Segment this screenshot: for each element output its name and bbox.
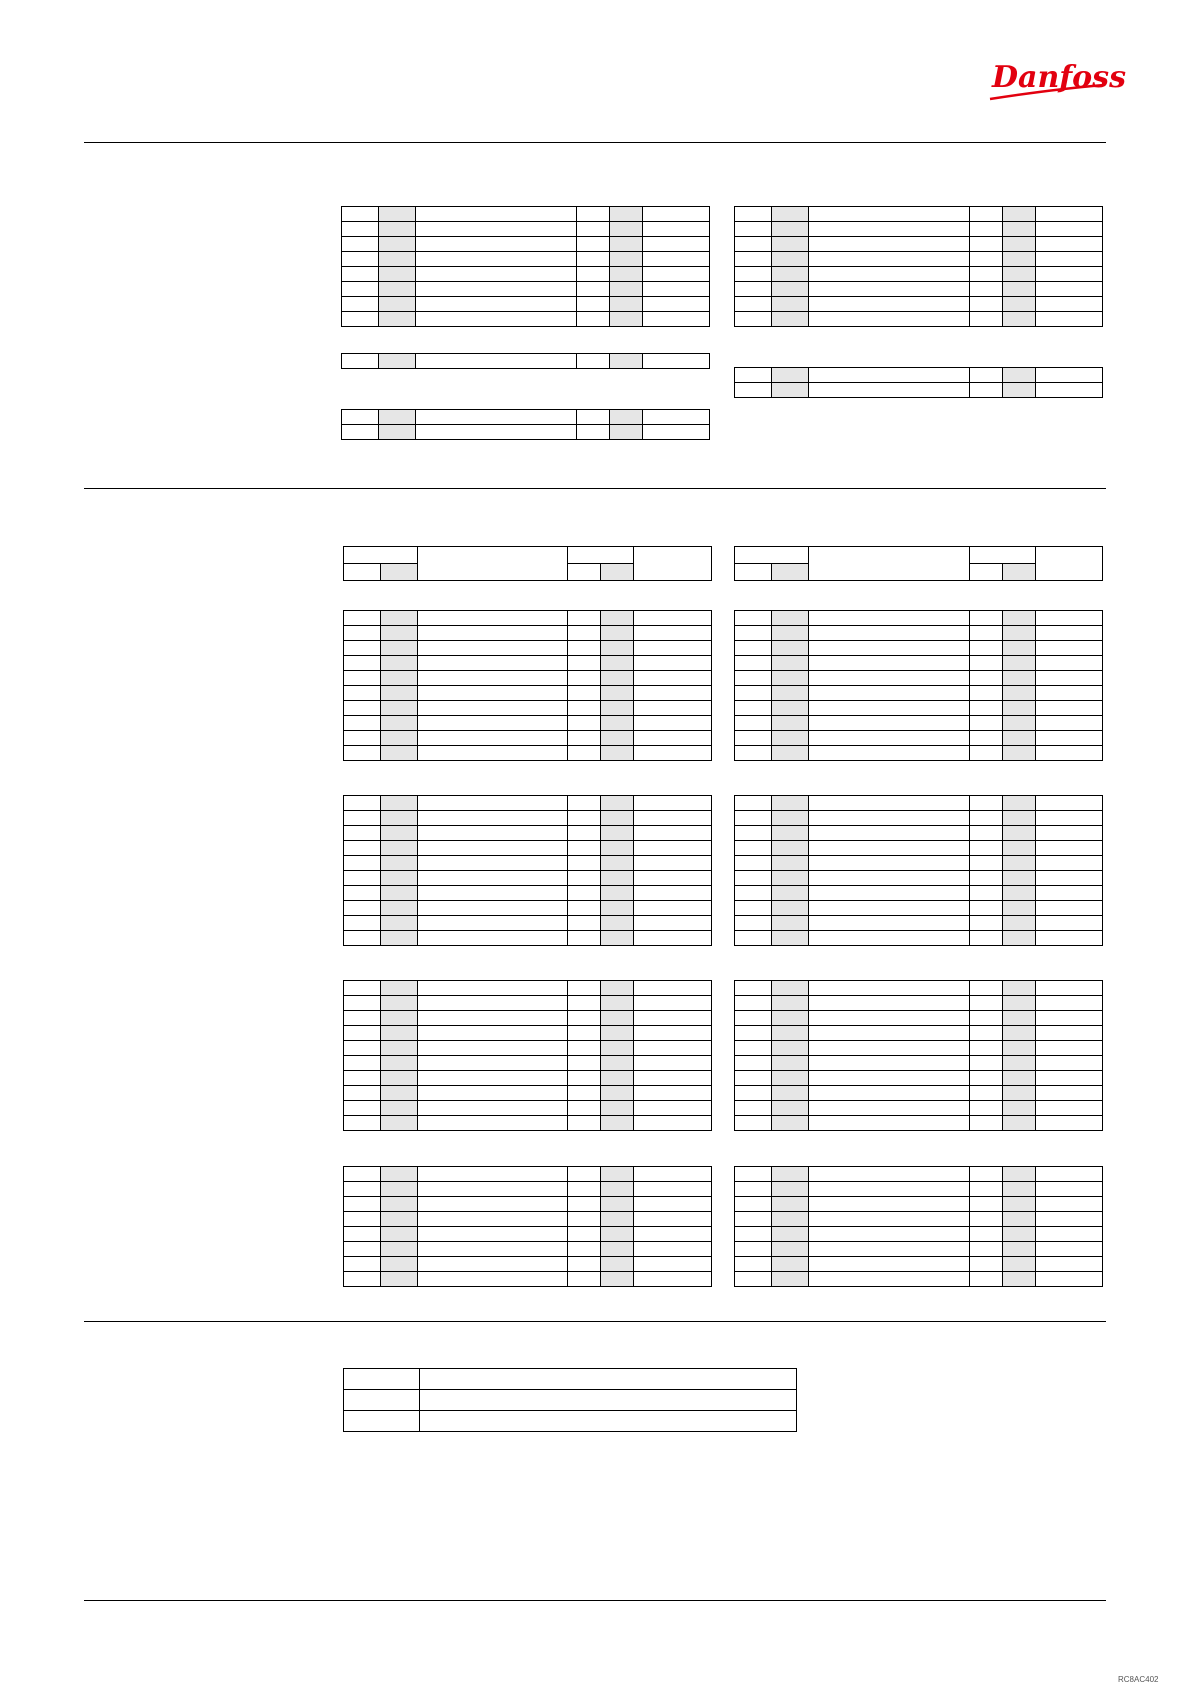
table-row: [735, 1212, 1103, 1227]
table-row: [735, 1041, 1103, 1056]
table-row: [735, 1167, 1103, 1182]
table-row: [735, 207, 1103, 222]
table-row: [344, 856, 712, 871]
table-row: [344, 826, 712, 841]
table-s2-left-block-3: [343, 980, 712, 1131]
table-row: [735, 901, 1103, 916]
table-row: [344, 701, 712, 716]
table-row: [344, 547, 712, 564]
table-row: [735, 856, 1103, 871]
table-row: [344, 1197, 712, 1212]
table-row: [735, 811, 1103, 826]
table-row: [344, 871, 712, 886]
table-row: [344, 686, 712, 701]
table-s2-right-block-4: [734, 1166, 1103, 1287]
table-row: [735, 1086, 1103, 1101]
table-row: [344, 716, 712, 731]
table-row: [735, 282, 1103, 297]
section-rule-2: [84, 1321, 1106, 1322]
table-row: [344, 796, 712, 811]
table-row: [735, 931, 1103, 946]
table-row: [344, 841, 712, 856]
table-row: [342, 312, 710, 327]
table-s1-right-double: [734, 367, 1103, 398]
table-row: [344, 1011, 712, 1026]
table-row: [735, 547, 1103, 564]
table-row: [344, 626, 712, 641]
table-row: [344, 1071, 712, 1086]
table-row: [344, 611, 712, 626]
table-row: [344, 981, 712, 996]
table-row: [342, 252, 710, 267]
table-row: [342, 207, 710, 222]
table-s2-right-block-3: [734, 980, 1103, 1131]
table-row: [344, 731, 712, 746]
table-row: [735, 916, 1103, 931]
table-row: [342, 222, 710, 237]
footer-code: RC8AC402: [1118, 1675, 1159, 1684]
table-row: [344, 811, 712, 826]
table-row: [344, 1041, 712, 1056]
table-row: [344, 886, 712, 901]
table-row: [344, 1272, 712, 1287]
table-row: [344, 671, 712, 686]
table-row: [735, 841, 1103, 856]
table-row: [735, 671, 1103, 686]
table-row: [344, 916, 712, 931]
table-row: [735, 222, 1103, 237]
table-row: [735, 611, 1103, 626]
table-row: [344, 901, 712, 916]
header-rule: [84, 142, 1106, 143]
table-row: [342, 297, 710, 312]
table-row: [735, 796, 1103, 811]
table-row: [344, 1101, 712, 1116]
table-s2-right-block-2: [734, 795, 1103, 946]
table-row: [735, 1182, 1103, 1197]
table-s2-left-block-1: [343, 610, 712, 761]
table-row: [344, 1242, 712, 1257]
table-s1-left-single: [341, 353, 710, 369]
table-row: [344, 931, 712, 946]
table-row: [344, 1167, 712, 1182]
table-row: [735, 1242, 1103, 1257]
table-row: [344, 1212, 712, 1227]
table-row: [344, 1369, 797, 1390]
table-row: [342, 237, 710, 252]
table-row: [735, 626, 1103, 641]
table-row: [735, 1272, 1103, 1287]
table-row: [735, 1197, 1103, 1212]
table-row: [735, 368, 1103, 383]
table-row: [342, 282, 710, 297]
table-row: [344, 1257, 712, 1272]
table-row: [735, 267, 1103, 282]
section-rule-1: [84, 488, 1106, 489]
table-row: [342, 267, 710, 282]
table-row: [735, 1257, 1103, 1272]
table-row: [735, 1227, 1103, 1242]
table-row: [735, 1071, 1103, 1086]
legend-table: [343, 1368, 797, 1432]
table-row: [344, 1182, 712, 1197]
table-row: [735, 1116, 1103, 1131]
table-row: [344, 1086, 712, 1101]
table-s2-left-block-2: [343, 795, 712, 946]
table-s1-left-main: [341, 206, 710, 327]
table-row: [344, 1390, 797, 1411]
table-row: [735, 1056, 1103, 1071]
table-row: [735, 641, 1103, 656]
table-row: [735, 656, 1103, 671]
table-s2-left-block-4: [343, 1166, 712, 1287]
table-row: [344, 656, 712, 671]
table-row: [735, 1011, 1103, 1026]
table-row: [342, 425, 710, 440]
table-row: [344, 1116, 712, 1131]
table-row: [735, 297, 1103, 312]
table-row: [735, 1026, 1103, 1041]
table-row: [735, 731, 1103, 746]
table-s1-left-double: [341, 409, 710, 440]
table-s2-right-header: [734, 546, 1103, 581]
table-row: [344, 996, 712, 1011]
danfoss-logo: [986, 55, 1126, 101]
table-s2-left-header: [343, 546, 712, 581]
table-row: [735, 871, 1103, 886]
table-row: [344, 1411, 797, 1432]
table-row: [735, 237, 1103, 252]
table-row: [342, 354, 710, 369]
table-row: [735, 981, 1103, 996]
table-row: [735, 716, 1103, 731]
table-row: [344, 641, 712, 656]
table-row: [735, 886, 1103, 901]
table-row: [342, 410, 710, 425]
table-row: [344, 1026, 712, 1041]
table-row: [735, 312, 1103, 327]
table-row: [344, 746, 712, 761]
table-row: [735, 701, 1103, 716]
table-row: [735, 1101, 1103, 1116]
table-row: [735, 996, 1103, 1011]
table-row: [735, 826, 1103, 841]
table-s1-right-main: [734, 206, 1103, 327]
table-row: [344, 1227, 712, 1242]
table-row: [735, 746, 1103, 761]
table-row: [735, 383, 1103, 398]
table-s2-right-block-1: [734, 610, 1103, 761]
table-row: [344, 1056, 712, 1071]
svg-text:Danfoss: Danfoss: [992, 60, 1126, 95]
table-row: [735, 252, 1103, 267]
footer-rule: [84, 1600, 1106, 1601]
table-row: [735, 686, 1103, 701]
